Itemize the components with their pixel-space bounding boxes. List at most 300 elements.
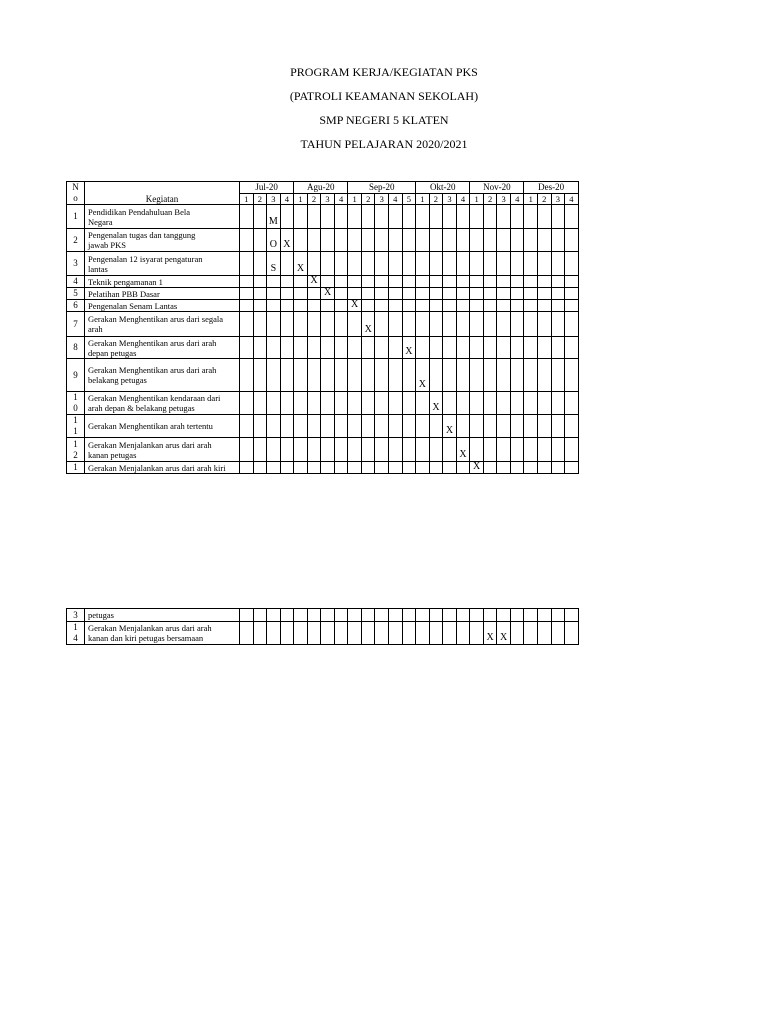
schedule-cell (348, 438, 362, 462)
schedule-cell (334, 359, 348, 392)
schedule-cell (321, 312, 335, 337)
row-number: 6 (73, 300, 78, 310)
row-number: 2 (73, 234, 78, 245)
activity-label: belakang petugas (88, 375, 147, 385)
schedule-cell (321, 359, 335, 392)
schedule-mark-cell: X (280, 229, 294, 252)
kegiatan-header-cell (85, 182, 240, 205)
schedule-cell (402, 622, 416, 645)
week-header: 1 (348, 193, 362, 205)
schedule-cell (240, 205, 254, 229)
week-header: 2 (361, 193, 375, 205)
table-row (67, 359, 579, 392)
schedule-mark-cell: X (416, 359, 430, 392)
week-header: 3 (267, 193, 281, 205)
schedule-cell (524, 205, 538, 229)
schedule-cell (294, 359, 308, 392)
schedule-cell (538, 392, 552, 415)
activity-label: Gerakan Menghentikan arus dari arah (88, 365, 217, 375)
schedule-cell (538, 252, 552, 276)
schedule-cell (456, 205, 470, 229)
month-header: Okt-20 (416, 182, 470, 194)
schedule-cell (497, 438, 511, 462)
schedule-cell (402, 462, 416, 474)
schedule-cell (253, 415, 267, 438)
schedule-cell (429, 462, 443, 474)
schedule-cell (470, 337, 484, 359)
schedule-cell (253, 462, 267, 474)
row-number: 1 (73, 392, 78, 402)
schedule-cell (510, 312, 524, 337)
row-number: 1 (73, 426, 78, 436)
schedule-cell (348, 609, 362, 622)
schedule-cell (280, 337, 294, 359)
activity-label: kanan petugas (88, 449, 137, 460)
schedule-cell (361, 438, 375, 462)
schedule-cell (361, 359, 375, 392)
table-row (67, 288, 579, 300)
schedule-cell (429, 337, 443, 359)
schedule-cell (456, 276, 470, 288)
schedule-cell (416, 205, 430, 229)
schedule-mark-cell: O (267, 229, 281, 252)
no-header: o (73, 193, 78, 203)
schedule-cell (280, 288, 294, 300)
activity-label: Gerakan Menjalankan arus dari arah (88, 623, 212, 633)
schedule-cell (294, 205, 308, 229)
schedule-cell (375, 622, 389, 645)
schedule-cell (348, 622, 362, 645)
schedule-cell (294, 462, 308, 474)
schedule-cell (294, 609, 308, 622)
schedule-cell (294, 229, 308, 252)
schedule-cell (361, 609, 375, 622)
schedule-cell (253, 205, 267, 229)
row-number: 3 (73, 609, 78, 620)
activity-label: Pendidikan Pendahuluan Bela (88, 206, 190, 217)
activity-cell (85, 392, 240, 415)
schedule-cell (483, 415, 497, 438)
schedule-cell (524, 276, 538, 288)
schedule-cell (456, 252, 470, 276)
schedule-cell (416, 462, 430, 474)
schedule-cell (565, 462, 579, 474)
week-header: 2 (538, 193, 552, 205)
schedule-mark-cell: X (456, 438, 470, 462)
activity-cell (85, 252, 240, 276)
schedule-cell (253, 288, 267, 300)
schedule-cell (470, 438, 484, 462)
activity-label: Gerakan Menghentikan arah tertentu (88, 421, 213, 431)
schedule-cell (416, 300, 430, 312)
schedule-cell (443, 622, 457, 645)
schedule-cell (565, 288, 579, 300)
schedule-cell (240, 438, 254, 462)
schedule-cell (253, 252, 267, 276)
week-header: 3 (375, 193, 389, 205)
activity-label: jawab PKS (88, 240, 127, 250)
schedule-cell (389, 276, 403, 288)
schedule-cell (267, 415, 281, 438)
schedule-cell (334, 337, 348, 359)
kegiatan-header: Kegiatan (145, 194, 179, 204)
schedule-cell (334, 438, 348, 462)
schedule-cell (497, 205, 511, 229)
schedule-cell (565, 415, 579, 438)
schedule-cell (470, 415, 484, 438)
schedule-cell (538, 312, 552, 337)
schedule-cell (402, 205, 416, 229)
schedule-cell (280, 622, 294, 645)
schedule-cell (375, 359, 389, 392)
week-header: 1 (524, 193, 538, 205)
schedule-cell (348, 337, 362, 359)
schedule-cell (551, 622, 565, 645)
row-number-cell (67, 392, 85, 415)
schedule-cell (334, 229, 348, 252)
schedule-cell (538, 438, 552, 462)
schedule-cell (456, 359, 470, 392)
schedule-cell (375, 312, 389, 337)
schedule-cell (483, 312, 497, 337)
schedule-cell (510, 276, 524, 288)
schedule-cell (443, 462, 457, 474)
schedule-cell (538, 462, 552, 474)
schedule-mark-cell: X (497, 622, 511, 645)
schedule-cell (361, 462, 375, 474)
activity-cell (85, 276, 240, 288)
schedule-cell (565, 359, 579, 392)
schedule-cell (497, 312, 511, 337)
schedule-cell (456, 415, 470, 438)
schedule-cell (510, 205, 524, 229)
schedule-cell (483, 359, 497, 392)
schedule-cell (443, 609, 457, 622)
schedule-cell (538, 288, 552, 300)
schedule-cell (551, 609, 565, 622)
activity-label: kanan dan kiri petugas bersamaan (88, 633, 204, 643)
activity-label: Gerakan Menghentikan arus dari segala (88, 314, 223, 324)
schedule-cell (348, 415, 362, 438)
schedule-cell (565, 276, 579, 288)
week-header: 4 (456, 193, 470, 205)
schedule-cell (321, 415, 335, 438)
schedule-cell (348, 359, 362, 392)
schedule-cell (375, 252, 389, 276)
schedule-cell (375, 337, 389, 359)
schedule-cell (321, 462, 335, 474)
schedule-cell (334, 300, 348, 312)
schedule-cell (510, 288, 524, 300)
schedule-cell (551, 415, 565, 438)
schedule-cell (280, 205, 294, 229)
schedule-cell (348, 276, 362, 288)
schedule-cell (402, 392, 416, 415)
row-number: 4 (73, 276, 78, 286)
schedule-cell (443, 337, 457, 359)
schedule-cell (348, 312, 362, 337)
week-header: 4 (510, 193, 524, 205)
row-number: 3 (73, 258, 78, 268)
schedule-cell (240, 276, 254, 288)
schedule-cell (253, 229, 267, 252)
activity-label: Gerakan Menghentikan kendaraan dari (88, 393, 221, 403)
schedule-cell (280, 359, 294, 392)
schedule-cell (334, 312, 348, 337)
schedule-cell (551, 276, 565, 288)
schedule-cell (551, 205, 565, 229)
schedule-cell (361, 392, 375, 415)
activity-cell (85, 462, 240, 474)
schedule-cell (375, 276, 389, 288)
schedule-cell (524, 300, 538, 312)
schedule-cell (294, 288, 308, 300)
schedule-cell (375, 229, 389, 252)
schedule-cell (267, 438, 281, 462)
schedule-cell (361, 300, 375, 312)
schedule-cell (348, 205, 362, 229)
schedule-cell (416, 609, 430, 622)
schedule-cell (240, 609, 254, 622)
schedule-cell (307, 438, 321, 462)
schedule-cell (267, 300, 281, 312)
schedule-cell (483, 276, 497, 288)
schedule-cell (470, 359, 484, 392)
schedule-cell (524, 312, 538, 337)
schedule-cell (253, 312, 267, 337)
schedule-cell (551, 462, 565, 474)
schedule-cell (280, 438, 294, 462)
schedule-cell (389, 229, 403, 252)
schedule-cell (497, 609, 511, 622)
schedule-cell (253, 359, 267, 392)
activity-cell (85, 337, 240, 359)
schedule-cell (416, 622, 430, 645)
activity-label: arah depan & belakang petugas (88, 403, 195, 413)
schedule-cell (348, 288, 362, 300)
schedule-cell (389, 312, 403, 337)
activity-cell (85, 622, 240, 645)
schedule-cell (280, 300, 294, 312)
week-header: 4 (389, 193, 403, 205)
schedule-cell (470, 312, 484, 337)
row-number: 1 (73, 415, 78, 425)
schedule-cell (443, 392, 457, 415)
row-number-cell (67, 300, 85, 312)
schedule-cell (334, 252, 348, 276)
schedule-mark-cell: S (267, 252, 281, 276)
schedule-cell (497, 415, 511, 438)
table-row (67, 392, 579, 415)
schedule-cell (280, 276, 294, 288)
schedule-cell (334, 622, 348, 645)
schedule-cell (361, 229, 375, 252)
schedule-cell (321, 392, 335, 415)
week-header: 4 (280, 193, 294, 205)
schedule-cell (524, 229, 538, 252)
row-number: 5 (73, 288, 78, 298)
schedule-cell (334, 462, 348, 474)
schedule-cell (551, 438, 565, 462)
activity-label: lantas (88, 263, 108, 274)
table-row (67, 205, 579, 229)
schedule-cell (429, 252, 443, 276)
table-row (67, 312, 579, 337)
schedule-cell (402, 359, 416, 392)
schedule-cell (565, 438, 579, 462)
week-header: 3 (321, 193, 335, 205)
schedule-cell (348, 229, 362, 252)
week-header: 2 (253, 193, 267, 205)
schedule-cell (253, 622, 267, 645)
schedule-cell (321, 229, 335, 252)
activity-cell (85, 205, 240, 229)
schedule-cell (375, 609, 389, 622)
schedule-cell (429, 312, 443, 337)
activity-label: arah (88, 324, 103, 334)
schedule-cell (524, 288, 538, 300)
schedule-cell (443, 229, 457, 252)
schedule-cell (429, 288, 443, 300)
row-number-cell (67, 312, 85, 337)
schedule-cell (240, 312, 254, 337)
schedule-cell (321, 252, 335, 276)
activity-cell (85, 300, 240, 312)
schedule-cell (267, 462, 281, 474)
schedule-cell (402, 438, 416, 462)
schedule-cell (240, 252, 254, 276)
schedule-cell (524, 462, 538, 474)
week-header: 5 (402, 193, 416, 205)
schedule-cell (456, 300, 470, 312)
row-number-cell (67, 438, 85, 462)
schedule-cell (524, 252, 538, 276)
schedule-cell (267, 288, 281, 300)
schedule-cell (510, 229, 524, 252)
schedule-cell (240, 392, 254, 415)
schedule-cell (483, 609, 497, 622)
schedule-mark-cell: X (443, 415, 457, 438)
schedule-cell (456, 609, 470, 622)
table-row (67, 622, 579, 645)
activity-label: Teknik pengamanan 1 (88, 276, 163, 287)
title-line-4: TAHUN PELAJARAN 2020/2021 (300, 137, 468, 151)
schedule-cell (565, 392, 579, 415)
schedule-cell (551, 229, 565, 252)
schedule-cell (253, 300, 267, 312)
schedule-mark-cell: X (321, 288, 335, 300)
schedule-cell (456, 392, 470, 415)
schedule-cell (510, 438, 524, 462)
row-number-cell (67, 252, 85, 276)
schedule-cell (510, 359, 524, 392)
activity-label: Gerakan Menghentikan arus dari arah (88, 337, 217, 348)
schedule-cell (389, 337, 403, 359)
schedule-cell (280, 392, 294, 415)
row-number: 1 (73, 462, 78, 472)
schedule-cell (551, 359, 565, 392)
schedule-cell (524, 438, 538, 462)
schedule-cell (361, 252, 375, 276)
schedule-cell (294, 438, 308, 462)
schedule-cell (483, 288, 497, 300)
month-header: Agu-20 (294, 182, 348, 194)
row-number-cell (67, 359, 85, 392)
schedule-cell (470, 288, 484, 300)
activity-label: Pengenalan 12 isyarat pengaturan (88, 253, 203, 264)
schedule-cell (429, 415, 443, 438)
schedule-table-continuation (66, 608, 579, 645)
schedule-cell (456, 312, 470, 337)
schedule-cell (497, 392, 511, 415)
schedule-cell (524, 622, 538, 645)
schedule-cell (443, 288, 457, 300)
schedule-cell (389, 359, 403, 392)
schedule-cell (565, 609, 579, 622)
activity-cell (85, 609, 240, 622)
week-header: 3 (551, 193, 565, 205)
schedule-cell (524, 392, 538, 415)
schedule-cell (497, 337, 511, 359)
schedule-cell (470, 300, 484, 312)
schedule-mark-cell: X (307, 276, 321, 288)
schedule-cell (253, 392, 267, 415)
schedule-cell (334, 288, 348, 300)
schedule-cell (267, 276, 281, 288)
no-header-cell (67, 182, 85, 205)
table-row (67, 438, 579, 462)
schedule-cell (524, 337, 538, 359)
schedule-cell (565, 252, 579, 276)
schedule-cell (483, 229, 497, 252)
schedule-cell (389, 392, 403, 415)
schedule-cell (429, 205, 443, 229)
schedule-cell (565, 312, 579, 337)
schedule-cell (443, 359, 457, 392)
schedule-cell (524, 609, 538, 622)
row-number-cell (67, 205, 85, 229)
schedule-cell (565, 205, 579, 229)
schedule-cell (348, 462, 362, 474)
schedule-cell (483, 252, 497, 276)
schedule-cell (538, 337, 552, 359)
table-row (67, 337, 579, 359)
schedule-cell (321, 609, 335, 622)
activity-label: Pelatihan PBB Dasar (88, 288, 160, 299)
schedule-cell (551, 337, 565, 359)
activity-label: Pengenalan Senam Lantas (88, 300, 178, 311)
schedule-cell (470, 229, 484, 252)
schedule-cell (470, 276, 484, 288)
schedule-cell (321, 438, 335, 462)
schedule-cell (389, 609, 403, 622)
table-row (67, 276, 579, 288)
schedule-cell (497, 252, 511, 276)
schedule-cell (267, 337, 281, 359)
schedule-cell (402, 609, 416, 622)
schedule-mark-cell: X (429, 392, 443, 415)
row-number: 7 (73, 318, 78, 329)
header-row-months (67, 182, 579, 194)
week-header: 2 (429, 193, 443, 205)
activity-cell (85, 229, 240, 252)
schedule-cell (416, 288, 430, 300)
schedule-cell (307, 609, 321, 622)
schedule-cell (538, 609, 552, 622)
no-header: N (72, 182, 79, 192)
schedule-cell (334, 415, 348, 438)
schedule-cell (565, 300, 579, 312)
